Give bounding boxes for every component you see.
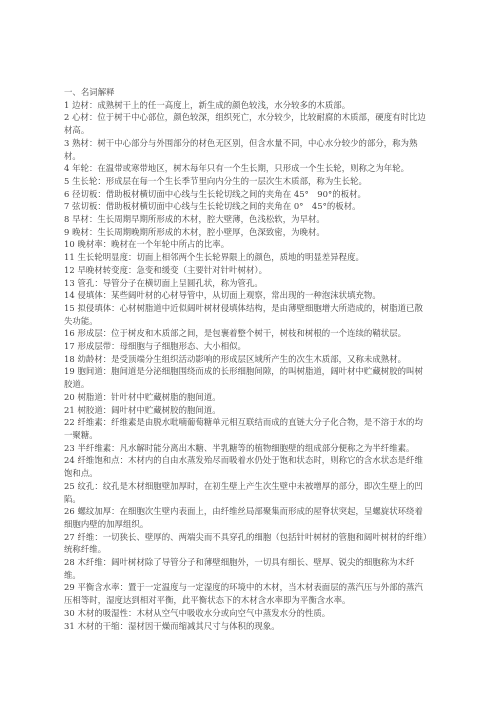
definition-entry: 12 早晚材转变度：急变和缓变（主要针对针叶树材）。 <box>64 264 268 275</box>
definition-entry: 22 纤维素：纤维素是由脱水吡喃葡萄糖单元相互联结而成的直链大分子化合物，是不溶于水的均一聚糖。 <box>64 417 423 440</box>
definition-entry: 25 纹孔：纹孔是木材细胞壁加厚时，在初生壁上产生次生壁中未被增厚的部分，即次生壁上的凹陷。 <box>64 480 423 504</box>
definition-entry: 26 螺纹加厚：在细胞次生壁内表面上，由纤维丝局部聚集而形成的屋脊状突起，呈螺旋状环绕着细胞内壁的加厚组织。 <box>64 506 423 529</box>
definition-entry: 1 边材：成熟树干上的任一高度上，新生成的颜色较浅，水分较多的木质部。 <box>64 99 351 110</box>
definition-entry: 4 年轮：在温带或寒带地区，树木每年只有一个生长期，只形成一个生长轮，则称之为年轮。 <box>64 163 410 174</box>
definition-entry: 13 管孔：导管分子在横切面上呈圆孔状，称为管孔。 <box>64 277 263 288</box>
definition-entry: 30 木材的吸湿性：木材从空气中吸收水分或向空气中蒸发水分的性质。 <box>64 607 331 618</box>
definition-entry: 19 胞间道：胞间道是分泌细胞围绕而成的长形细胞间隙，的叫树脂道，阔叶材中贮藏树胶的叫树胶道。 <box>64 366 423 390</box>
definition-entry: 3 熟材：树干中心部分与外围部分的材色无区别，但含水量不同，中心水分较少的部分，称为熟材。 <box>64 137 418 161</box>
definition-entry: 31 木材的干缩：湿材因干燥而缩减其尺寸与体积的现象。 <box>64 620 280 631</box>
definition-entry: 10 晚材率：晚材在一个年轮中所占的比率。 <box>64 239 230 250</box>
definition-entry: 18 幼龄材：是受顶端分生组织活动影响的形成层区域所产生的次生木质部，又称未成熟材。 <box>64 353 407 364</box>
definition-entry: 5 生长轮：形成层在每一个生长季节里向内分生的一层次生木质部，称为生长轮。 <box>64 175 367 186</box>
definition-entry: 2 心材：位于树干中心部位，颜色较深，组织死亡，水分较少，比较耐腐的木质部，硬度有时比边材高。 <box>64 112 426 136</box>
definition-entry: 21 树胶道：阔叶材中贮藏树胶的胞间道。 <box>64 404 221 415</box>
definition-entry: 6 径切板：借助板材横切面中心线与生长轮切线之间的夹角在 45° 90°的板材。 <box>64 188 366 199</box>
definition-entry: 15 拟侵填体：心材树脂道中近似阔叶树材侵填体结构，是由薄壁细胞增大所造成的，树脂道已散失功能。 <box>64 302 423 326</box>
definition-entry: 14 侵填体：某些阔叶材的心材导管中，从切面上观察，常出现的一种泡沫状填充物。 <box>64 290 381 301</box>
definition-entry: 16 形成层：位于树皮和木质部之间，是包裹着整个树干，树枝和树根的一个连续的鞘状层。 <box>64 328 407 339</box>
definition-entry: 9 晚材：生长周期晚期所形成的木材，腔小壁厚，色深致密，为晚材。 <box>64 226 325 237</box>
definition-entry: 29 平衡含水率：置于一定温度与一定湿度的环境中的木材，当木材表面层的蒸汽压与外部的蒸汽压相等时，湿度达到相对平衡，此平衡状态下的木材含水率即为平衡含水率。 <box>64 582 423 606</box>
definition-entry: 27 纤维：一切狭长、壁厚的、两端尖而不具穿孔的细胞（包括针叶树材的管胞和阔叶树材的纤维）统称纤维。 <box>64 531 428 555</box>
definition-entry: 28 木纤维：阔叶树材除了导管分子和薄壁细胞外，一切具有细长、壁厚、锐尖的细胞称为木纤维。 <box>64 557 415 580</box>
definition-entry: 24 纤维饱和点：木材内的自由水蒸发殆尽而吸着水仍处于饱和状态时，则称它的含水状态是纤维饱和点。 <box>64 455 423 479</box>
document-body <box>64 86 430 632</box>
definition-entry: 23 半纤维素：凡水解时能分离出木糖、半乳糖等的植物细胞壁的组成部分便称之为半纤维素。 <box>64 442 415 453</box>
definition-entry: 20 树脂道：针叶材中贮藏树脂的胞间道。 <box>64 391 221 402</box>
definition-entry: 7 弦切板：借助板材横切面中心线与生长轮切线之间的夹角在 0° 45°的板材。 <box>64 201 361 212</box>
definition-entry: 17 形成层带：母细胞与子细胞形态、大小相似。 <box>64 341 246 352</box>
section-title: 一、名词解释 <box>64 87 115 97</box>
definition-entry: 11 生长轮明显度：切面上相邻两个生长轮界限上的颜色，质地的明显差异程度。 <box>64 252 364 263</box>
definition-entry: 8 早材：生长周期早期所形成的木材，腔大壁薄，色浅松软，为早材。 <box>64 214 325 225</box>
